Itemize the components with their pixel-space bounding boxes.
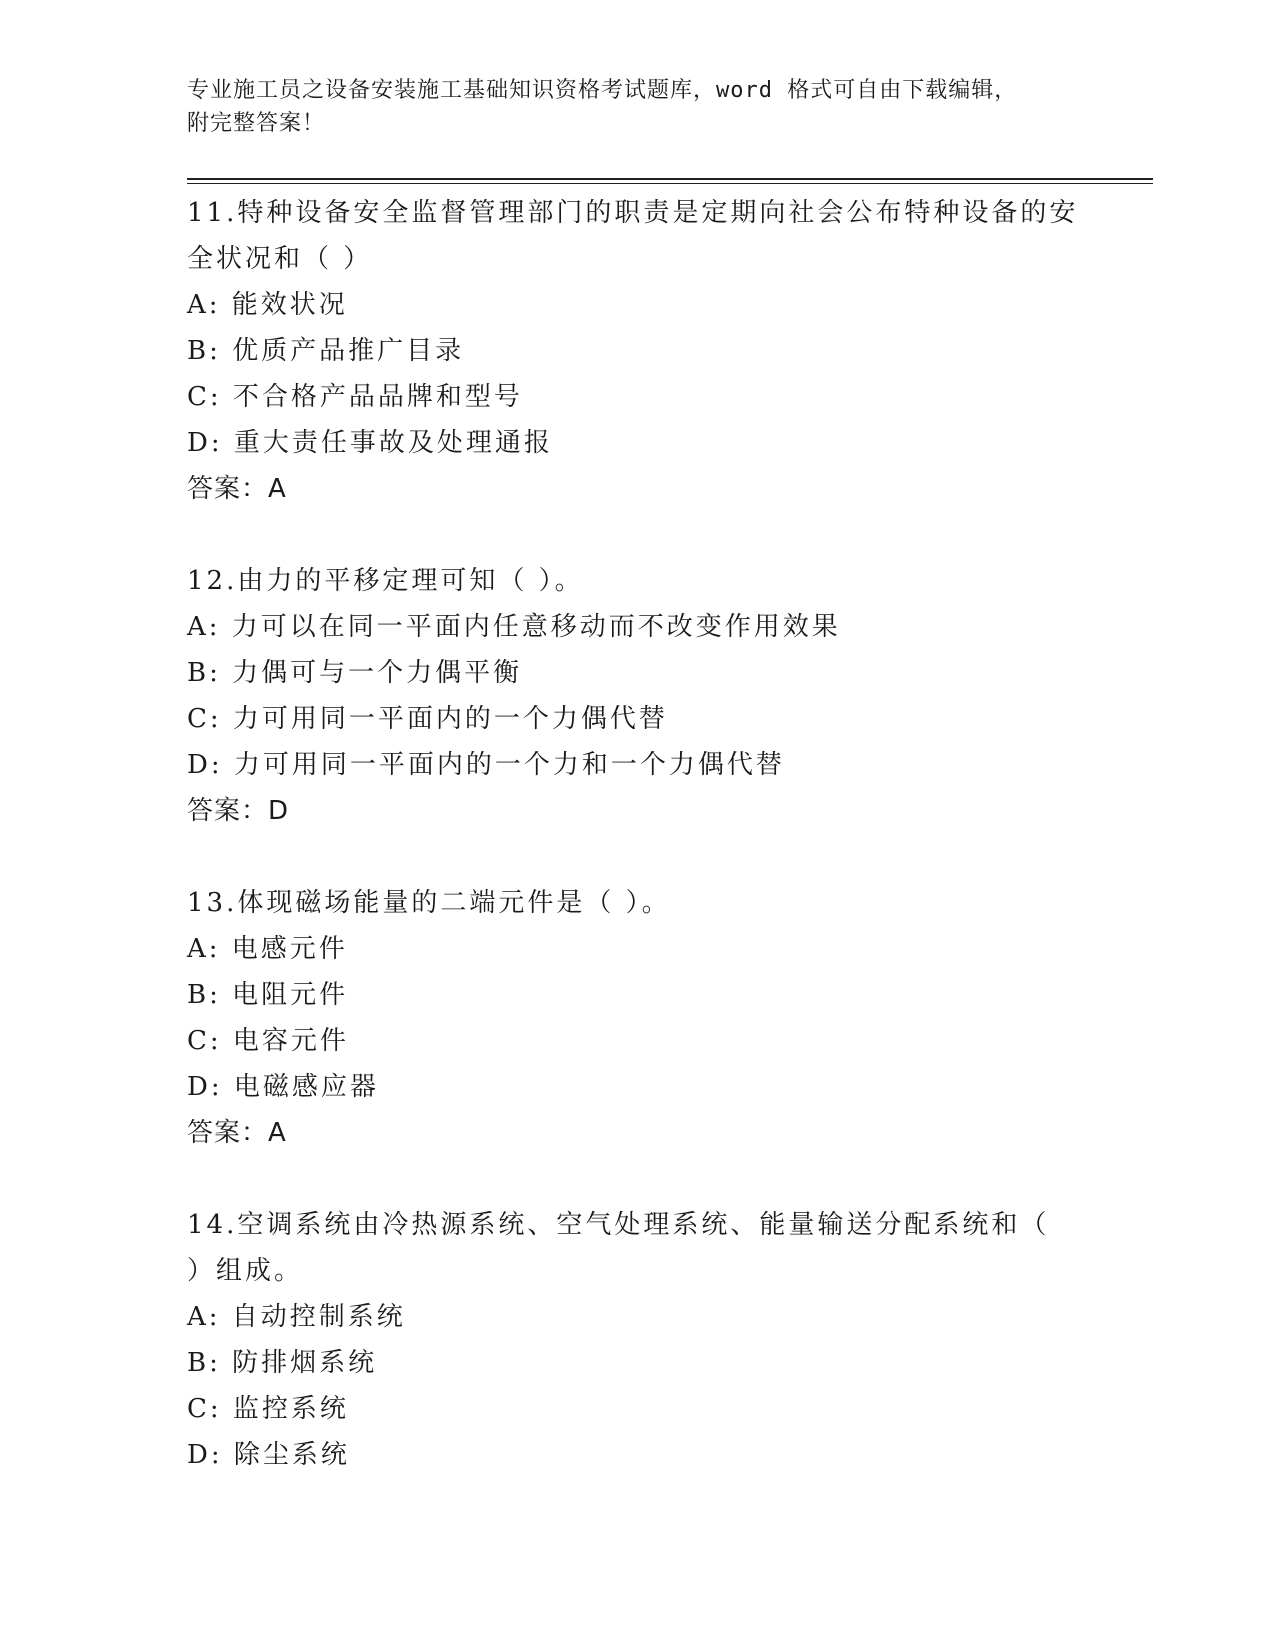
option-c: C: 监控系统	[187, 1394, 349, 1424]
option-a: A: 力可以在同一平面内任意移动而不改变作用效果	[187, 612, 841, 642]
question-stem: 14.空调系统由冷热源系统、空气处理系统、能量输送分配系统和（	[187, 1210, 1050, 1240]
option-c: C: 不合格产品品牌和型号	[187, 382, 523, 412]
question-11	[187, 190, 1087, 512]
question-12	[187, 558, 1087, 834]
header-line-2: 附完整答案！	[187, 111, 326, 136]
question-stem-continued: 全状况和（ ）	[187, 244, 373, 274]
document-header	[187, 74, 1067, 140]
question-spacer	[187, 834, 1087, 880]
question-stem-continued: ）组成。	[187, 1256, 304, 1286]
question-stem: 12.由力的平移定理可知（ ）。	[187, 566, 584, 596]
question-spacer	[187, 512, 1087, 558]
option-d: D: 除尘系统	[187, 1440, 350, 1470]
option-d: D: 重大责任事故及处理通报	[187, 428, 553, 458]
option-d: D: 电磁感应器	[187, 1072, 379, 1102]
option-b: B: 力偶可与一个力偶平衡	[187, 658, 523, 688]
option-b: B: 电阻元件	[187, 980, 349, 1010]
answer-label: 答案：A	[187, 474, 287, 504]
question-13	[187, 880, 1087, 1156]
option-a: A: 自动控制系统	[187, 1302, 406, 1332]
option-a: A: 电感元件	[187, 934, 348, 964]
option-a: A: 能效状况	[187, 290, 348, 320]
question-stem: 11.特种设备安全监督管理部门的职责是定期向社会公布特种设备的安	[187, 198, 1079, 228]
answer-label: 答案：D	[187, 796, 290, 826]
option-d: D: 力可用同一平面内的一个力和一个力偶代替	[187, 750, 785, 780]
option-b: B: 优质产品推广目录	[187, 336, 465, 366]
question-stem: 13.体现磁场能量的二端元件是（ ）。	[187, 888, 671, 918]
header-divider-top	[187, 178, 1153, 180]
question-14	[187, 1202, 1087, 1478]
option-b: B: 防排烟系统	[187, 1348, 378, 1378]
header-divider-bottom	[187, 183, 1153, 184]
answer-label: 答案：A	[187, 1118, 287, 1148]
question-list	[187, 190, 1087, 1478]
header-line-1: 专业施工员之设备安装施工基础知识资格考试题库，word 格式可自由下载编辑，	[187, 78, 1018, 103]
option-c: C: 力可用同一平面内的一个力偶代替	[187, 704, 668, 734]
option-c: C: 电容元件	[187, 1026, 349, 1056]
question-spacer	[187, 1156, 1087, 1202]
